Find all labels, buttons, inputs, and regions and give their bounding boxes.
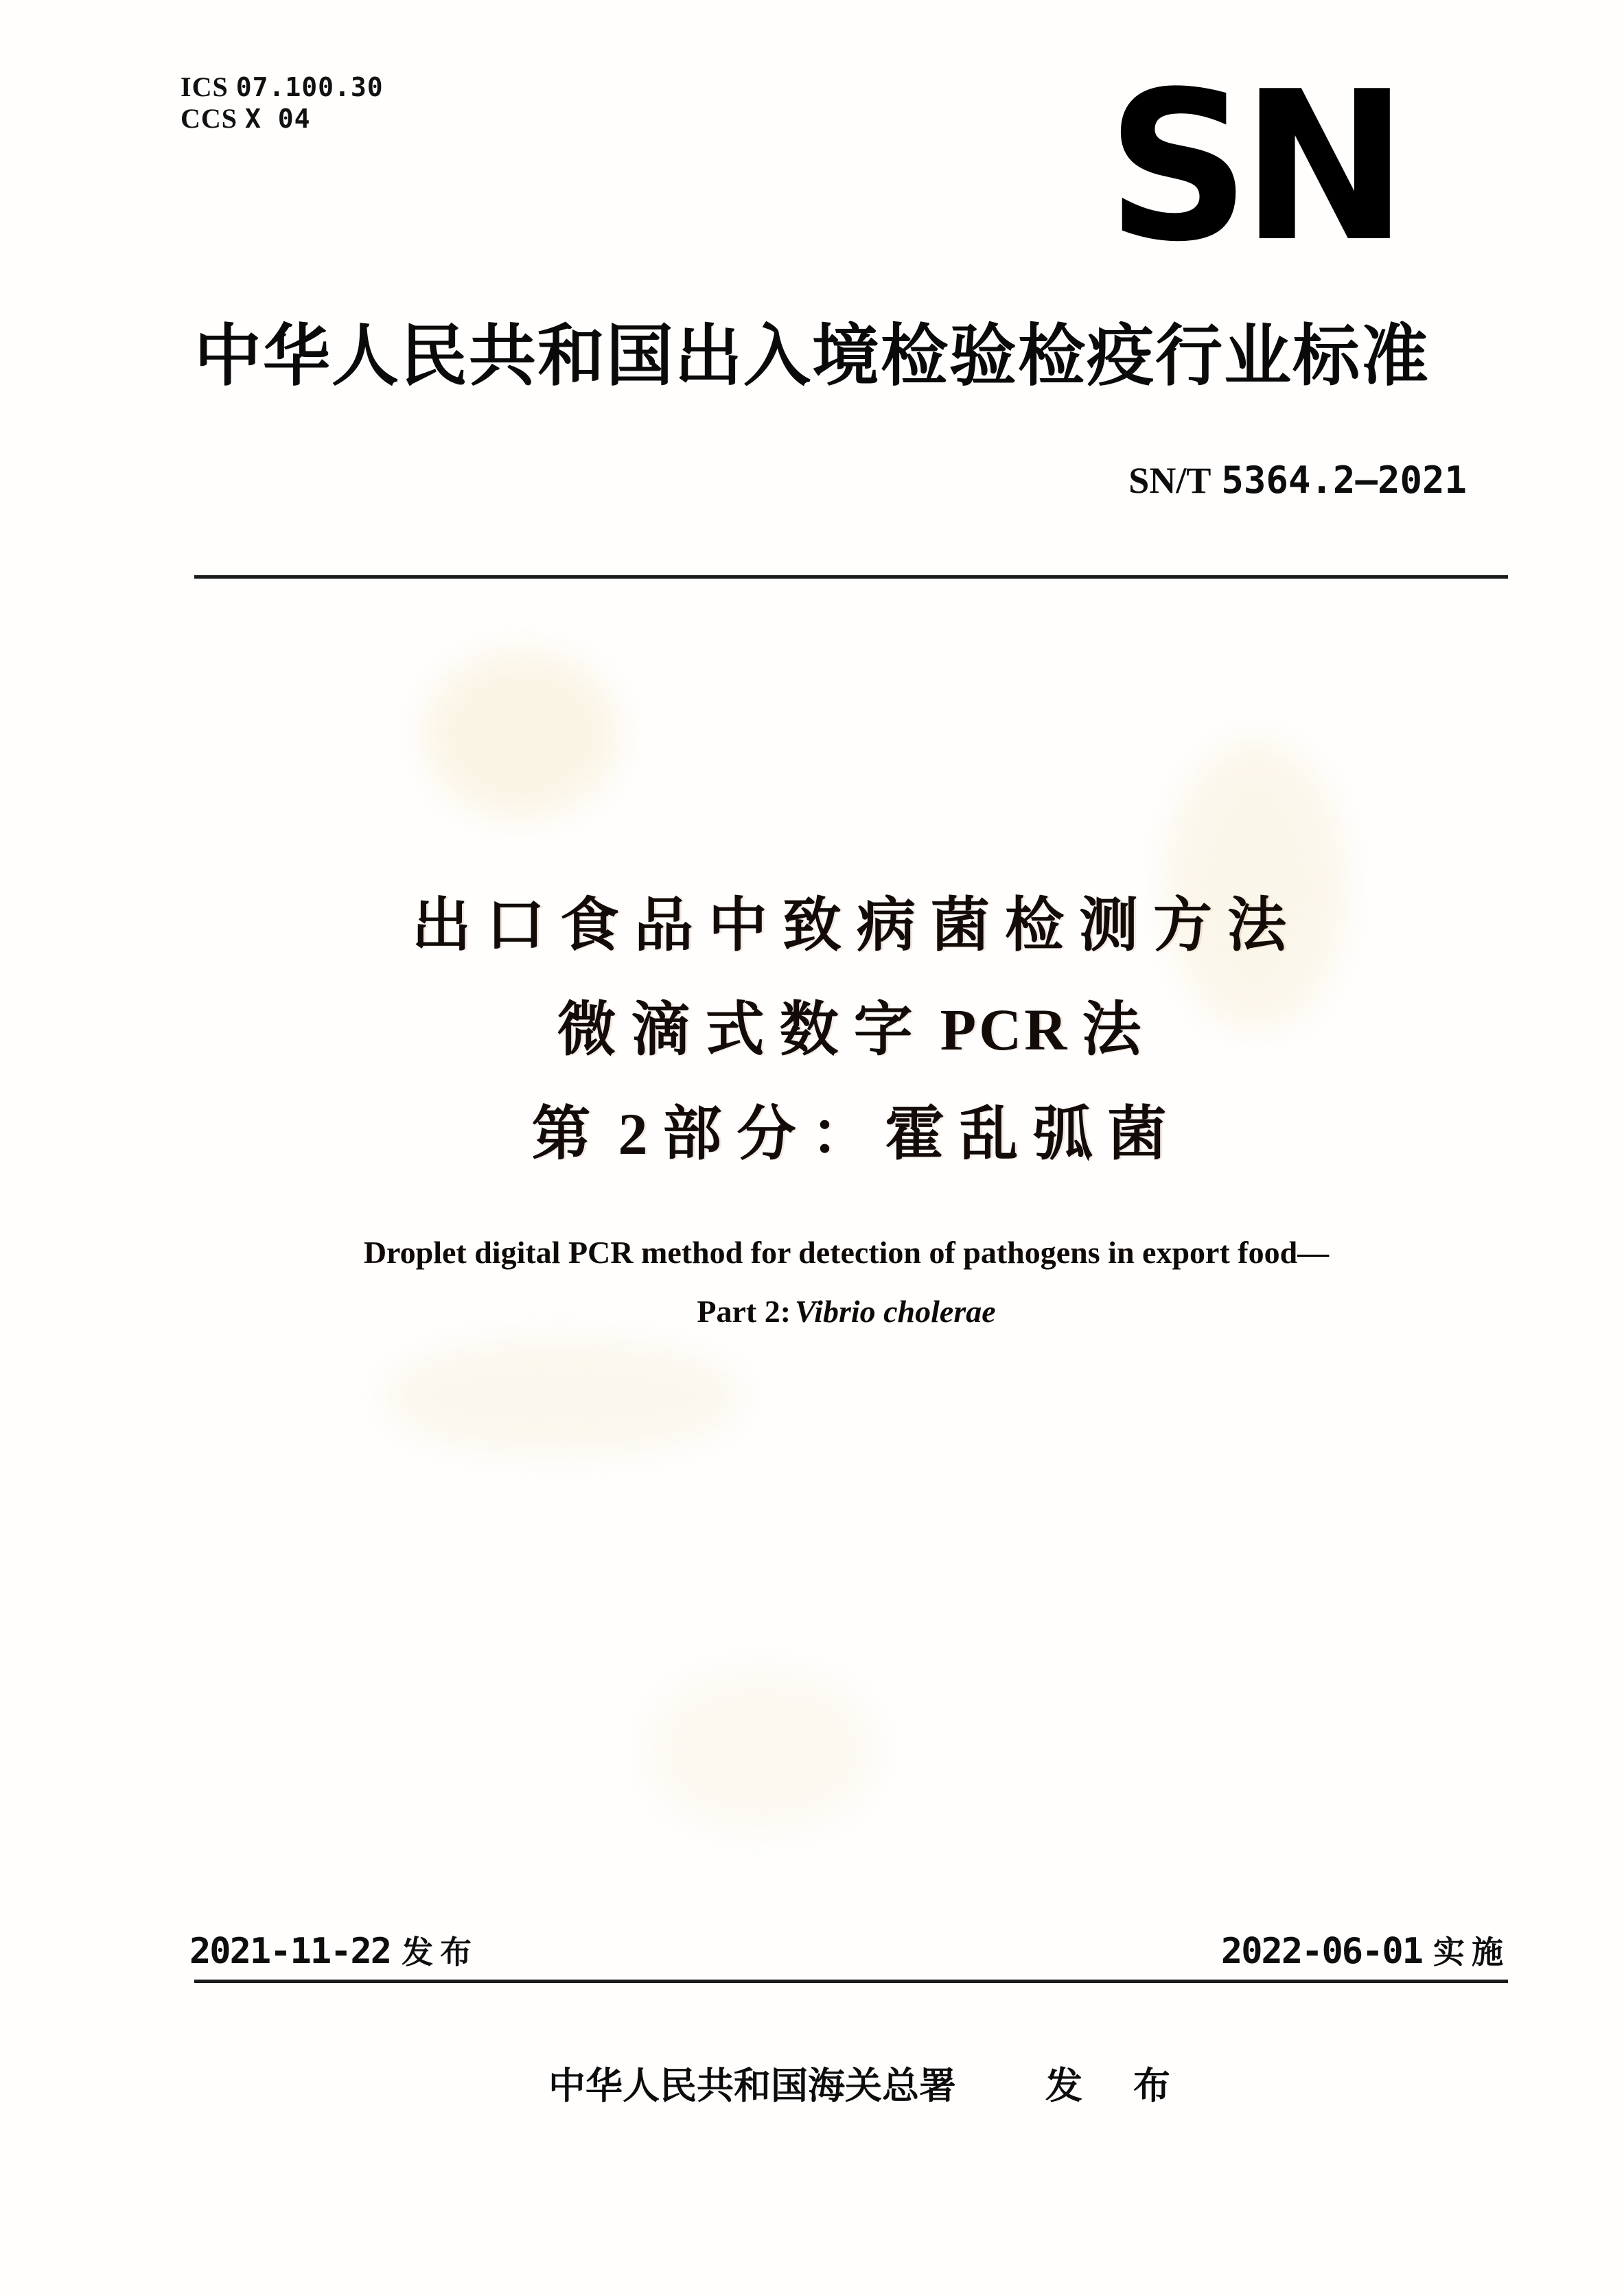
title-line-3-post: 部分：霍乱弧菌 <box>662 1101 1182 1167</box>
title-line-2 <box>45 977 1624 1082</box>
divider-bottom <box>194 1980 1508 1983</box>
issuer-row <box>51 2056 1624 2109</box>
document-title-en <box>34 1223 1624 1341</box>
ics-code-line <box>181 71 384 103</box>
title-en-line-1: Droplet digital PCR method for detection of pathogens in export food— <box>363 1235 1330 1270</box>
title-en-part-label: Part 2: <box>697 1294 791 1329</box>
scan-smudge <box>426 652 618 817</box>
title-line-3-number: 2 <box>618 1101 651 1167</box>
ics-label: ICS <box>181 71 229 102</box>
ics-value: 07.100.30 <box>235 72 384 102</box>
ccs-label: CCS <box>181 103 238 134</box>
scan-smudge <box>384 1338 741 1455</box>
standard-number-value: 5364.2—2021 <box>1221 459 1467 502</box>
issuer-name: 中华人民共和国海关总署 <box>548 2065 956 2107</box>
standard-number-prefix: SN/T <box>1128 460 1211 501</box>
ccs-code-line <box>181 103 384 135</box>
title-line-3-pre: 第 <box>531 1101 606 1167</box>
divider-top <box>194 575 1508 579</box>
standard-number <box>1128 459 1467 502</box>
species-name: Vibrio cholerae <box>795 1294 996 1329</box>
classification-codes <box>181 71 384 135</box>
issue-date-value: 2021-11-22 <box>189 1931 391 1972</box>
implementation-date <box>1221 1927 1510 1973</box>
title-line-3 <box>45 1082 1624 1186</box>
title-line-2-latin: PCR <box>940 997 1070 1063</box>
title-line-2-pre: 微滴式数字 <box>557 997 928 1063</box>
title-en-line-2 <box>34 1282 1624 1341</box>
document-title-cn <box>45 873 1624 1186</box>
dates-row <box>0 1927 1624 1975</box>
issue-date <box>189 1927 478 1973</box>
issue-date-label: 发布 <box>402 1934 479 1970</box>
title-line-1: 出口食品中致病菌检测方法 <box>412 892 1301 958</box>
publish-label: 发 布 <box>1045 2065 1177 2107</box>
sn-logo: SN <box>1106 47 1399 287</box>
scan-smudge <box>645 1668 879 1833</box>
standard-category-title: 中华人民共和国出入境检验检疫行业标准 <box>194 318 1430 393</box>
ccs-value: X 04 <box>245 104 311 134</box>
implementation-date-label: 实施 <box>1433 1934 1510 1970</box>
title-line-2-post: 法 <box>1082 997 1157 1063</box>
implementation-date-value: 2022-06-01 <box>1220 1931 1422 1972</box>
